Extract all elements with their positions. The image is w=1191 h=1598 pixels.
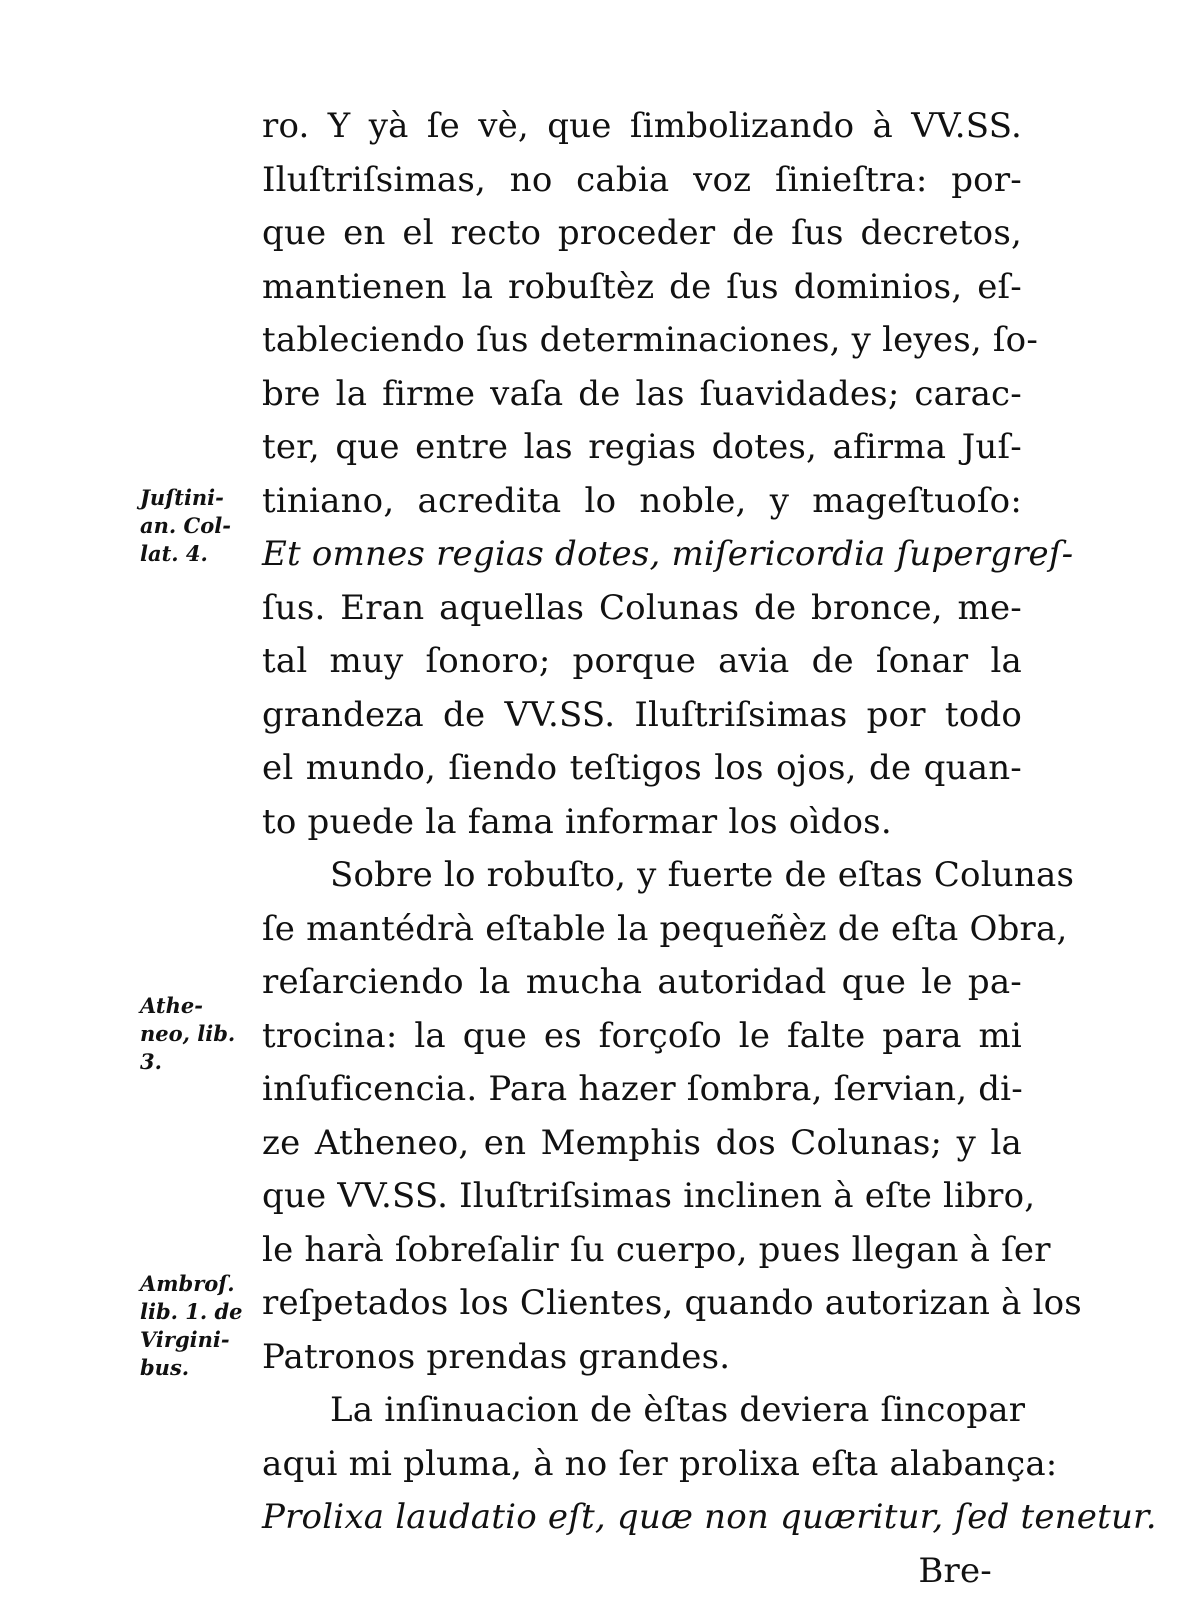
margin-note-line: an. Col- bbox=[140, 512, 250, 540]
margin-note-line: Athe- bbox=[140, 992, 250, 1020]
text-line: aqui mi pluma, à no ſer prolixa eſta alabança: bbox=[262, 1438, 1022, 1492]
text-line: reſarciendo la mucha autoridad que le pa- bbox=[262, 956, 1022, 1010]
margin-note-line: bus. bbox=[140, 1354, 250, 1382]
margin-note-justinian bbox=[140, 484, 250, 568]
text-line: ſe mantédrà eſtable la pequeñèz de eſta Obra, bbox=[262, 903, 1022, 957]
text-line: le harà ſobreſalir ſu cuerpo, pues llegan à ſer bbox=[262, 1224, 1022, 1278]
paragraph-start-line: Sobre lo robuſto, y fuerte de eſtas Colunas bbox=[262, 849, 1022, 903]
margin-note-atheneo bbox=[140, 992, 250, 1076]
text-line: bre la firme vaſa de las ſuavidades; carac- bbox=[262, 368, 1022, 422]
text-line: que en el recto proceder de ſus decretos, bbox=[262, 207, 1022, 261]
text-line: Iluſtriſsimas, no cabia voz ſinieſtra: por- bbox=[262, 154, 1022, 208]
main-text bbox=[262, 100, 1022, 1598]
margin-note-line: lat. 4. bbox=[140, 540, 250, 568]
text-line: ze Atheneo, en Memphis dos Colunas; y la bbox=[262, 1117, 1022, 1171]
margin-note-line: Virgini- bbox=[140, 1326, 250, 1354]
text-line: que VV.SS. Iluſtriſsimas inclinen à eſte libro, bbox=[262, 1170, 1022, 1224]
margin-note-line: neo, lib. bbox=[140, 1020, 250, 1048]
text-line: Patronos prendas grandes. bbox=[262, 1331, 1022, 1385]
text-line: ſus. Eran aquellas Colunas de bronce, me- bbox=[262, 582, 1022, 636]
text-line: tiniano, acredita lo noble, y mageſtuoſo: bbox=[262, 475, 1022, 529]
paragraph-start-line: La inſinuacion de èſtas deviera ſincopar bbox=[262, 1384, 1022, 1438]
text-line: to puede la fama informar los oìdos. bbox=[262, 796, 1022, 850]
text-line: tal muy ſonoro; porque avia de ſonar la bbox=[262, 635, 1022, 689]
text-line: mantienen la robuſtèz de ſus dominios, eſ- bbox=[262, 261, 1022, 315]
latin-quote-line: Prolixa laudatio eſt, quæ non quæritur, ſed tenetur. bbox=[262, 1491, 1022, 1545]
margin-note-line: 3. bbox=[140, 1048, 250, 1076]
text-line: reſpetados los Clientes, quando autorizan à los bbox=[262, 1277, 1022, 1331]
margin-note-ambrosio bbox=[140, 1270, 250, 1382]
latin-quote-line: Et omnes regias dotes, miſericordia ſupergreſ- bbox=[262, 528, 1022, 582]
text-line: trocina: la que es forçoſo le falte para mi bbox=[262, 1010, 1022, 1064]
catchword: Bre- bbox=[262, 1545, 1022, 1598]
text-line: ro. Y yà ſe vè, que ſimbolizando à VV.SS. bbox=[262, 100, 1022, 154]
margin-note-line: Juſtini- bbox=[140, 484, 250, 512]
text-line: el mundo, ſiendo teſtigos los ojos, de quan- bbox=[262, 742, 1022, 796]
margin-note-line: lib. 1. de bbox=[140, 1298, 250, 1326]
text-line: inſuficencia. Para hazer ſombra, ſervian, di- bbox=[262, 1063, 1022, 1117]
text-line: tableciendo ſus determinaciones, y leyes, ſo- bbox=[262, 314, 1022, 368]
margin-note-line: Ambroſ. bbox=[140, 1270, 250, 1298]
text-line: ter, que entre las regias dotes, afirma Juſ- bbox=[262, 421, 1022, 475]
text-line: grandeza de VV.SS. Iluſtriſsimas por todo bbox=[262, 689, 1022, 743]
